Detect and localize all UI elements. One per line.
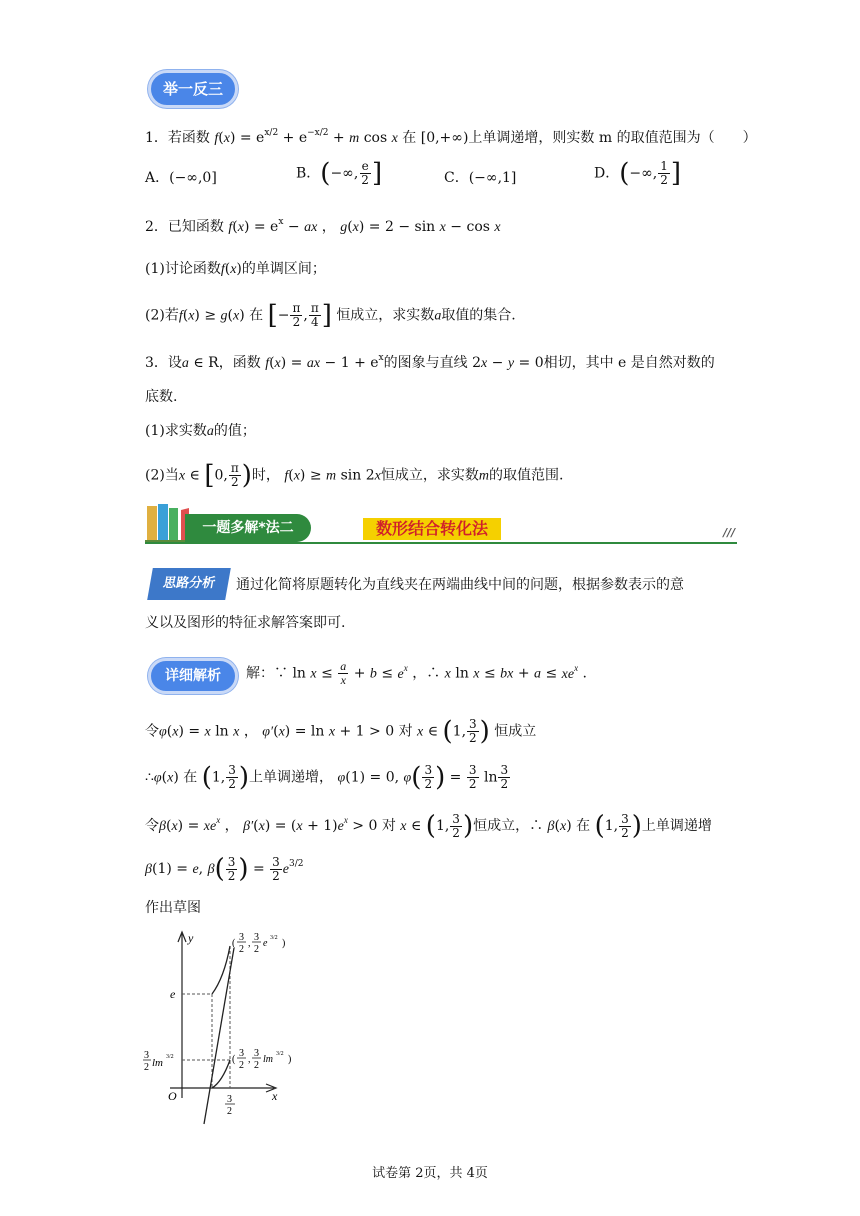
point-label-bottom xyxy=(232,1048,291,1071)
analysis-line-2: 义以及图形的特征求解答案即可. xyxy=(145,615,346,631)
solution-line-4: β(1) = e, β( $\frac{3}{2}$ ) = $\frac{3}{2}$ $e^{3/2}$ xyxy=(145,854,304,884)
origin-label: O xyxy=(168,1089,177,1103)
draw-sketch-label: 作出草图 xyxy=(145,900,201,916)
svg-text:,: , xyxy=(248,938,251,949)
svg-text:3/2: 3/2 xyxy=(270,935,278,941)
problem-3: 3．设a ∈ R，函数 f(x) = ax − $1 + e^x$的图象与直线 2x − y = 0相切，其中 e 是自然对数的 xyxy=(145,353,715,371)
point-label-top xyxy=(232,932,285,955)
problem-3-part-2: (2)当x ∈ [0, $\frac{\pi}{2}$ )时， f(x) ≥ m sin 2x恒成立，求实数m的取值范围. xyxy=(145,460,564,491)
svg-text:e: e xyxy=(263,938,268,949)
svg-text:3: 3 xyxy=(254,1048,259,1059)
method-title: 数形结合转化法 xyxy=(363,518,501,540)
svg-text:): ) xyxy=(282,938,286,949)
problem-1-option-d: D．(−∞, $\frac{1}{2}$ ] xyxy=(594,158,682,189)
page-footer: 试卷第 2页，共 4页 xyxy=(372,1166,488,1181)
e-tick-label: e xyxy=(170,987,176,1001)
method-banner xyxy=(145,502,737,546)
y-axis-label: y xyxy=(188,931,194,945)
svg-text:3/2: 3/2 xyxy=(166,1054,174,1060)
method-banner-rule xyxy=(145,542,737,544)
svg-text:2: 2 xyxy=(239,944,244,955)
solution-intro: 解：∵ ln x ≤ $\frac{a}{x}$ + $b \le e^x$ ，∴ x ln x ≤ bx + $a \le xe^x$ . xyxy=(246,659,587,687)
analysis-badge: 思路分析 xyxy=(147,568,231,600)
x-tick-32 xyxy=(225,1094,235,1117)
problem-2-part-2: (2)若f(x) ≥ g(x) 在 [− $\frac{\pi}{2}$ , $\frac{\pi}{4}$ ] 恒成立，求实数a取值的集合. xyxy=(145,300,516,331)
svg-text:2: 2 xyxy=(254,1060,259,1071)
section-badge-practice: 举一反三 xyxy=(148,70,238,108)
analysis-line-1: 通过化简将原题转化为直线夹在两端曲线中间的问题，根据参数表示的意 xyxy=(236,577,684,593)
svg-text:lm: lm xyxy=(263,1054,273,1065)
problem-3-line-2: 底数. xyxy=(145,389,178,405)
detail-badge: 详细解析 xyxy=(148,658,238,694)
solution-line-1: 令φ(x) = x ln x ， φ′(x) = ln x + 1 > 0 对 x ∈ (1, $\frac{3}{2}$ ) 恒成立 xyxy=(145,716,537,747)
sketch-figure xyxy=(140,926,320,1126)
banner-mark: /// xyxy=(723,526,736,539)
svg-text:(: ( xyxy=(232,938,236,949)
problem-1-option-c: C．(−∞,1] xyxy=(444,170,517,186)
problem-3-part-1: (1)求实数a的值； xyxy=(145,423,256,439)
svg-text:2: 2 xyxy=(144,1062,149,1073)
svg-text:): ) xyxy=(288,1054,292,1065)
svg-text:3: 3 xyxy=(254,932,259,943)
solution-line-2: ∴φ(x) 在 (1, $\frac{3}{2}$ )上单调递增， φ(1) = 0, φ( $\frac{3}{2}$ ) = $\frac{3}{2}$ ln $\frac{3}{2}$ xyxy=(145,762,509,793)
problem-1-option-a: A．(−∞,0] xyxy=(145,170,217,186)
svg-text:2: 2 xyxy=(254,944,259,955)
svg-text:3: 3 xyxy=(239,1048,244,1059)
svg-text:,: , xyxy=(248,1054,251,1065)
phi-tick-label xyxy=(143,1050,174,1073)
problem-1-option-b: B．(−∞, $\frac{e}{2}$ ] xyxy=(296,158,383,189)
svg-text:(: ( xyxy=(232,1054,236,1065)
svg-text:2: 2 xyxy=(239,1060,244,1071)
svg-text:3: 3 xyxy=(144,1050,149,1061)
x-axis-label: x xyxy=(272,1089,278,1103)
problem-1: 1．若函数 $f(x) = e^{x/2} + e^{-x/2} + m$ cos x 在 [0,+∞)上单调递增，则实数 m 的取值范围为（ ） xyxy=(145,128,757,146)
svg-text:3: 3 xyxy=(227,1094,232,1105)
svg-text:3: 3 xyxy=(239,932,244,943)
solution-line-3: 令$\beta(x) = xe^x$ ， $\beta'(x) = (x + 1)e^x > 0$ 对 x ∈ (1, $\frac{3}{2}$ )恒成立，∴ β(x) 在 (1, $\frac{3}{2}$ )上单调递增 xyxy=(145,811,712,841)
svg-text:2: 2 xyxy=(227,1106,232,1117)
method-banner-pill: 一题多解*法二 xyxy=(185,514,311,542)
problem-2-part-1: (1)讨论函数f(x)的单调区间； xyxy=(145,261,326,277)
problem-2: 2．已知函数 $f(x) = e^x$ − ax ， g(x) = 2 − sin x − cos x xyxy=(145,217,501,235)
svg-text:lm: lm xyxy=(152,1057,163,1069)
svg-text:3/2: 3/2 xyxy=(276,1051,284,1057)
